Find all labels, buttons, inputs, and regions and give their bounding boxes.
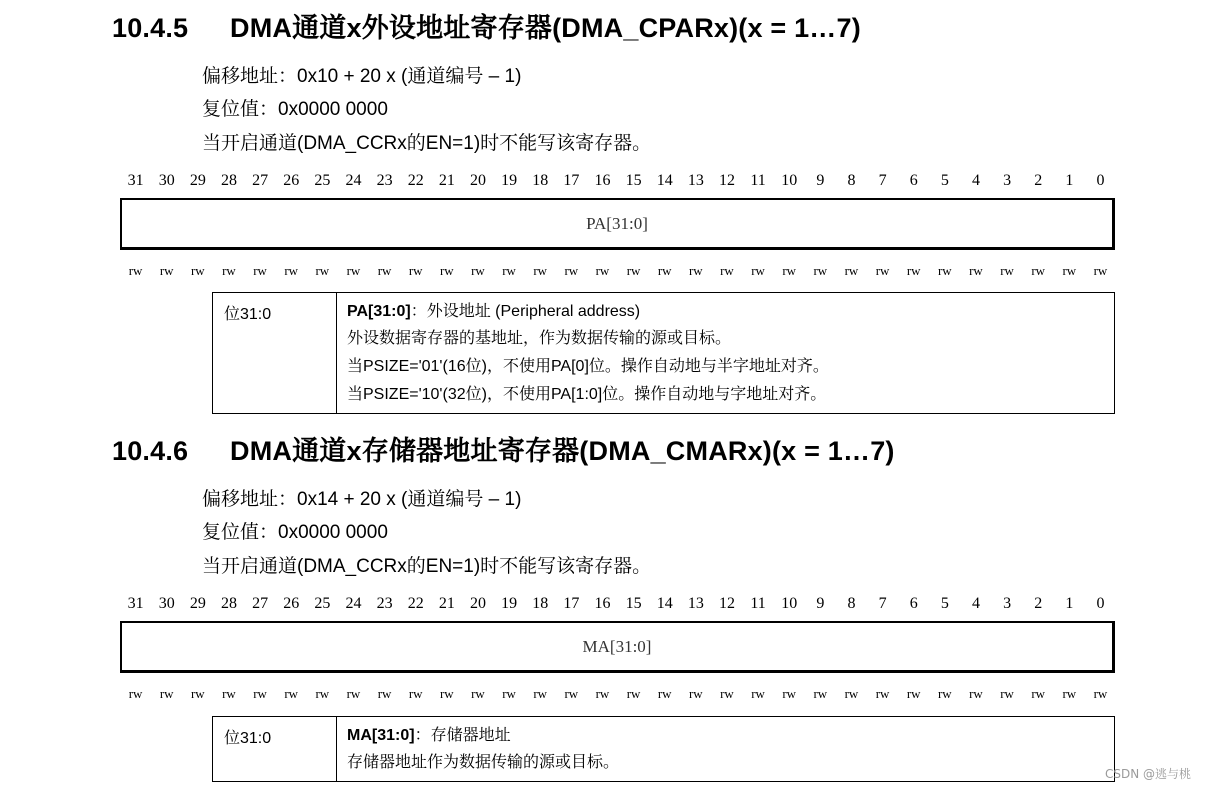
bit-number: 14: [656, 595, 673, 612]
access-type: rw: [969, 263, 983, 278]
field-title-text: ：外设地址 (Peripheral address): [410, 303, 641, 320]
access-type: rw: [159, 686, 174, 701]
access-type: rw: [190, 686, 205, 701]
bit-number: 22: [407, 595, 424, 612]
bit-number: 31: [127, 595, 144, 612]
access-type: rw: [782, 263, 797, 278]
description-line: 当PSIZE='01'(16位)，不使用PA[0]位。操作自动地与半字地址对齐。: [347, 358, 829, 375]
access-type: rw: [471, 686, 485, 701]
access-type: rw: [564, 263, 579, 278]
description-line: 当PSIZE='10'(32位)，不使用PA[1:0]位。操作自动地与字地址对齐。: [347, 386, 827, 403]
access-type: rw: [875, 686, 890, 701]
description-body: [337, 717, 1114, 781]
bit-number: 25: [314, 172, 331, 189]
write-note: 当开启通道(DMA_CCRx的EN=1)时不能写该寄存器。: [202, 133, 652, 154]
bit-number: 15: [625, 595, 642, 612]
access-type: rw: [128, 686, 143, 701]
access-type: rw: [688, 686, 703, 701]
bit-number: 19: [501, 595, 518, 612]
bit-number: 2: [1034, 595, 1043, 612]
access-type: rw: [253, 263, 267, 278]
access-type: rw: [533, 263, 548, 278]
bit-number: 19: [501, 172, 518, 189]
bit-number: 0: [1096, 172, 1105, 189]
access-row: [120, 686, 1116, 702]
description-body: [337, 293, 1114, 413]
access-type: rw: [128, 263, 143, 278]
bit-number: 17: [563, 172, 580, 189]
register-field-label: MA[31:0]: [582, 636, 652, 656]
access-type: rw: [906, 263, 921, 278]
bit-number: 24: [345, 172, 362, 189]
section-heading: [112, 6, 861, 45]
access-type: rw: [782, 686, 797, 701]
access-type: rw: [720, 263, 734, 278]
bit-number: 17: [563, 595, 580, 612]
access-type: rw: [937, 263, 952, 278]
access-type: rw: [408, 686, 423, 701]
bit-number: 6: [909, 172, 918, 189]
bit-number: 10: [781, 172, 798, 189]
bit-number: 12: [718, 595, 735, 612]
access-type: rw: [408, 263, 423, 278]
access-type: rw: [844, 686, 859, 701]
field-title-text: ：存储器地址: [414, 727, 511, 744]
bit-number: 13: [687, 595, 704, 612]
description-title: [347, 725, 1104, 747]
watermark: CSDN @逃与桃: [1104, 767, 1191, 781]
access-type: rw: [1062, 686, 1077, 701]
access-type: rw: [720, 686, 734, 701]
field-description-table: [212, 716, 1115, 782]
access-type: rw: [439, 686, 454, 701]
access-type: rw: [751, 686, 765, 701]
access-type: rw: [346, 263, 361, 278]
bit-number: 2: [1034, 172, 1043, 189]
bit-number: 24: [345, 595, 362, 612]
offset-address: 偏移地址：0x14 + 20 x (通道编号 – 1): [202, 489, 522, 510]
access-type: rw: [751, 263, 765, 278]
access-type: rw: [626, 686, 641, 701]
access-type: rw: [1062, 263, 1077, 278]
description-line: 存储器地址作为数据传输的源或目标。: [347, 754, 620, 771]
access-type: rw: [377, 263, 392, 278]
bit-number: 30: [158, 595, 175, 612]
bit-number: 12: [718, 172, 735, 189]
bit-number: 28: [220, 172, 237, 189]
access-type: rw: [1000, 686, 1014, 701]
access-type: rw: [688, 263, 703, 278]
access-type: rw: [1000, 263, 1014, 278]
write-note: 当开启通道(DMA_CCRx的EN=1)时不能写该寄存器。: [202, 556, 652, 577]
access-type: rw: [253, 686, 267, 701]
bit-number: 7: [878, 172, 887, 189]
access-type: rw: [844, 263, 859, 278]
register-field-box: [120, 621, 1115, 673]
bit-number: 0: [1096, 595, 1105, 612]
access-type: rw: [595, 686, 610, 701]
section-number: 10.4.5: [112, 13, 189, 43]
access-type: rw: [969, 686, 983, 701]
bit-number: 23: [376, 172, 393, 189]
access-type: rw: [533, 686, 548, 701]
bit-number: 6: [909, 595, 918, 612]
bit-number: 3: [1003, 595, 1012, 612]
bit-number: 3: [1003, 172, 1012, 189]
access-type: rw: [657, 686, 672, 701]
bit-number: 1: [1065, 172, 1074, 189]
field-name: PA[31:0]: [347, 303, 411, 320]
reset-value: 复位值：0x0000 0000: [202, 522, 388, 543]
access-type: rw: [284, 263, 299, 278]
section-heading: [112, 429, 895, 468]
bit-number: 4: [971, 172, 980, 189]
field-description-table: [212, 292, 1115, 414]
bit-number: 14: [656, 172, 673, 189]
register-field-box: [120, 198, 1115, 250]
offset-address: 偏移地址：0x10 + 20 x (通道编号 – 1): [202, 66, 522, 87]
access-type: rw: [595, 263, 610, 278]
bit-number: 11: [750, 172, 766, 189]
bit-number-row: [120, 595, 1116, 613]
description-bits: 位31:0: [213, 293, 337, 413]
bit-number: 28: [220, 595, 237, 612]
bit-number: 16: [594, 172, 611, 189]
access-type: rw: [1031, 686, 1046, 701]
bit-number: 4: [971, 595, 980, 612]
access-type: rw: [657, 263, 672, 278]
bit-number: 11: [750, 595, 766, 612]
register-section-cmarx: [0, 423, 1207, 803]
access-row: [120, 263, 1116, 279]
bit-number: 21: [438, 172, 455, 189]
bit-number: 31: [127, 172, 144, 189]
access-type: rw: [937, 686, 952, 701]
access-type: rw: [346, 686, 361, 701]
bit-number: 27: [252, 172, 269, 189]
bit-number: 9: [816, 172, 825, 189]
bit-number: 8: [847, 172, 856, 189]
bit-number: 5: [940, 172, 949, 189]
access-type: rw: [1031, 263, 1046, 278]
access-type: rw: [1093, 686, 1108, 701]
description-title: [347, 301, 1104, 323]
bit-number: 10: [781, 595, 798, 612]
bit-number: 29: [189, 172, 206, 189]
bit-number: 26: [283, 172, 300, 189]
bit-number: 30: [158, 172, 175, 189]
bit-number: 9: [816, 595, 825, 612]
access-type: rw: [439, 263, 454, 278]
access-type: rw: [813, 263, 828, 278]
access-type: rw: [875, 263, 890, 278]
access-type: rw: [813, 686, 828, 701]
bit-number: 15: [625, 172, 642, 189]
access-type: rw: [377, 686, 392, 701]
bit-number: 5: [940, 595, 949, 612]
access-type: rw: [471, 263, 485, 278]
access-type: rw: [315, 263, 330, 278]
bit-number: 25: [314, 595, 331, 612]
access-type: rw: [315, 686, 330, 701]
access-type: rw: [190, 263, 205, 278]
bit-number: 13: [687, 172, 704, 189]
access-type: rw: [222, 263, 236, 278]
section-title: DMA通道x外设地址寄存器(DMA_CPARx)(x = 1…7): [230, 13, 861, 43]
access-type: rw: [906, 686, 921, 701]
section-number: 10.4.6: [112, 436, 189, 466]
bit-number: 23: [376, 595, 393, 612]
bit-number: 27: [252, 595, 269, 612]
bit-number-row: [120, 172, 1116, 190]
bit-number: 29: [189, 595, 206, 612]
bit-number: 21: [438, 595, 455, 612]
bit-number: 1: [1065, 595, 1074, 612]
access-type: rw: [502, 263, 516, 278]
bit-number: 26: [283, 595, 300, 612]
bit-number: 16: [594, 595, 611, 612]
description-line: 外设数据寄存器的基地址，作为数据传输的源或目标。: [347, 330, 732, 347]
section-title: DMA通道x存储器地址寄存器(DMA_CMARx)(x = 1…7): [230, 436, 895, 466]
access-type: rw: [502, 686, 516, 701]
access-type: rw: [1093, 263, 1108, 278]
bit-number: 18: [532, 172, 549, 189]
bit-number: 20: [469, 595, 486, 612]
access-type: rw: [284, 686, 299, 701]
access-type: rw: [222, 686, 236, 701]
bit-number: 8: [847, 595, 856, 612]
register-field-label: PA[31:0]: [586, 213, 648, 233]
bit-number: 20: [469, 172, 486, 189]
description-bits: 位31:0: [213, 717, 337, 781]
bit-number: 22: [407, 172, 424, 189]
access-type: rw: [564, 686, 579, 701]
bit-number: 18: [532, 595, 549, 612]
bit-number: 7: [878, 595, 887, 612]
field-name: MA[31:0]: [347, 727, 415, 744]
access-type: rw: [159, 263, 174, 278]
access-type: rw: [626, 263, 641, 278]
reset-value: 复位值：0x0000 0000: [202, 99, 388, 120]
